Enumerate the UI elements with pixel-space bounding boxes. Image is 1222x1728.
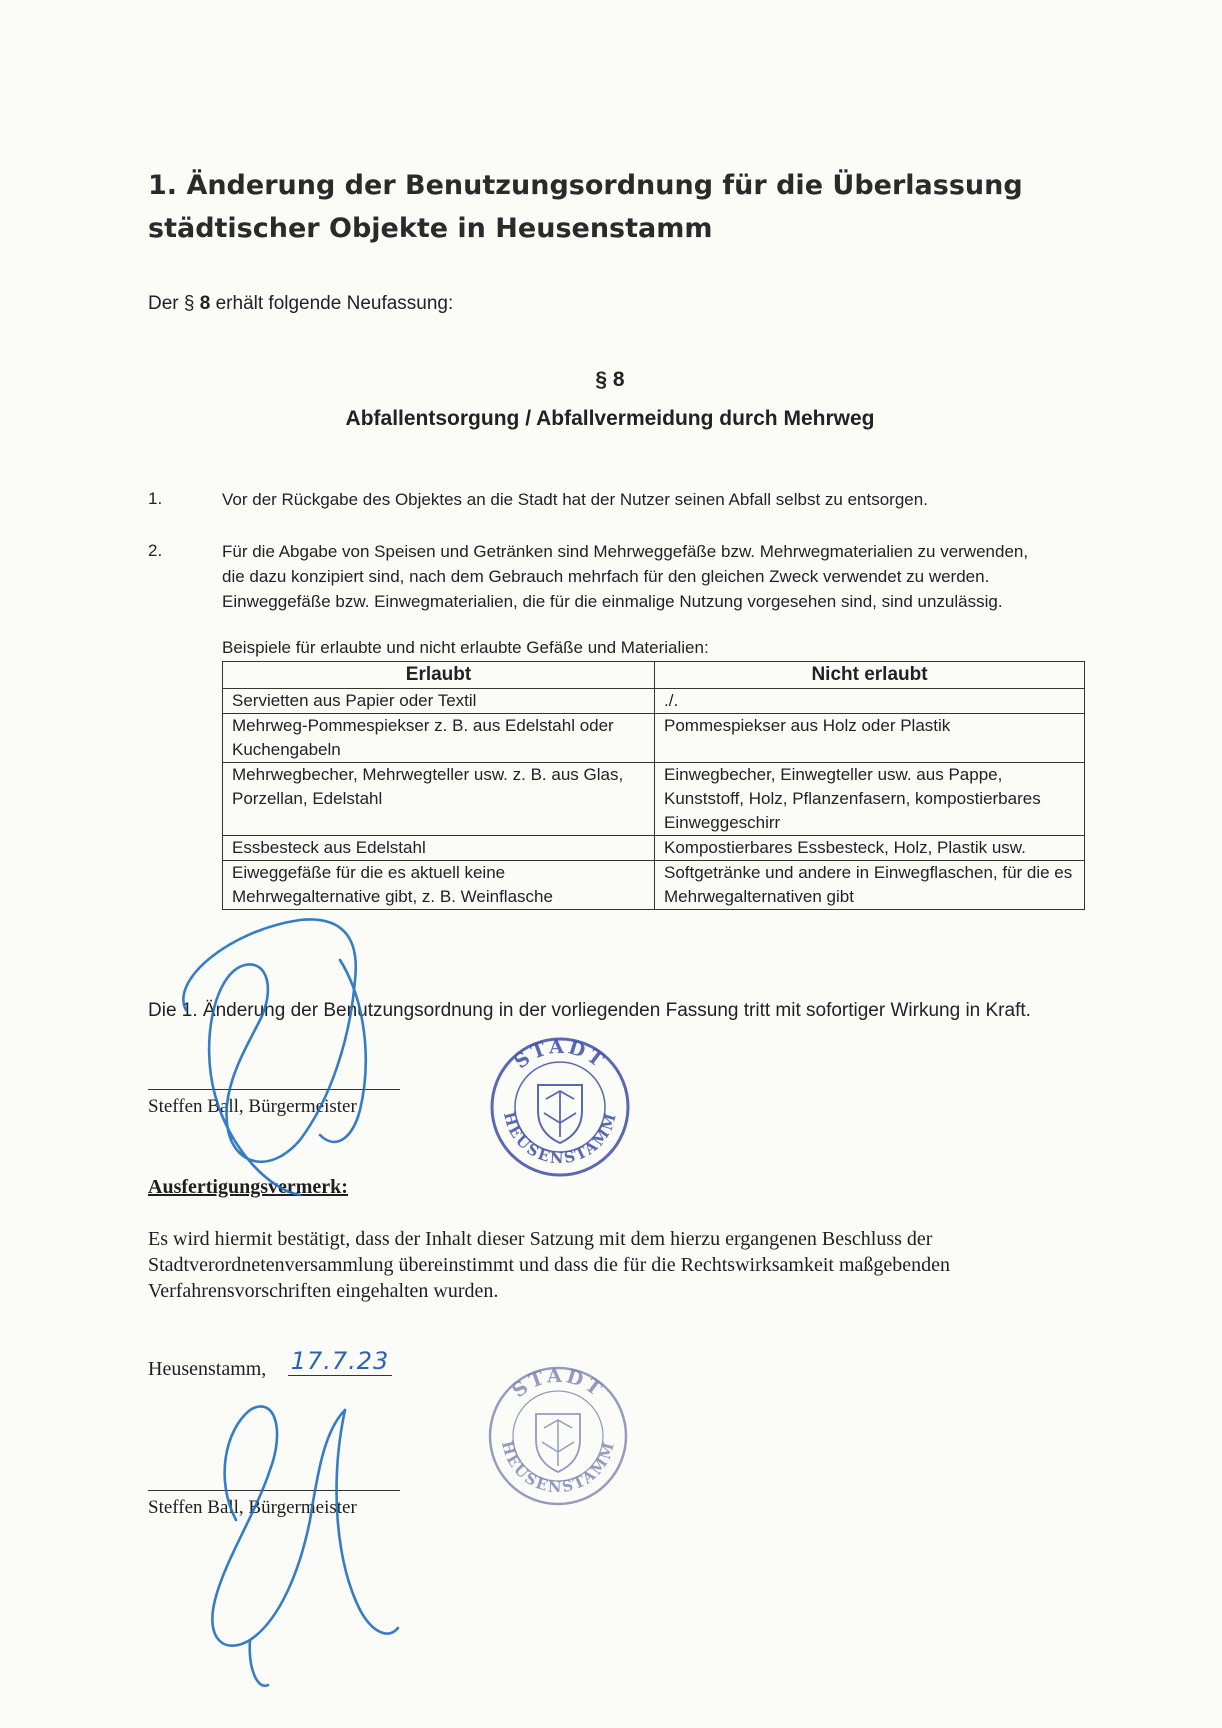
attestation-line-3: Verfahrensvorschriften eingehalten wurden. bbox=[148, 1280, 499, 1302]
paragraph-symbol: § 8 bbox=[595, 368, 625, 391]
city-seal-1 bbox=[486, 1033, 634, 1181]
signature-2-hook bbox=[337, 1410, 398, 1634]
table-row bbox=[223, 689, 1085, 714]
item-2-number: 2. bbox=[148, 541, 163, 560]
cell-not-allowed: Kompostierbares Essbesteck, Holz, Plastik usw. bbox=[655, 836, 1085, 861]
signature-2-stroke bbox=[212, 1406, 345, 1645]
item-2-line-1: Für die Abgabe von Speisen und Getränken sind Mehrweggefäße bzw. Mehrwegmaterialien zu verwenden, bbox=[222, 542, 1029, 561]
table-caption: Beispiele für erlaubte und nicht erlaubte Gefäße und Materialien: bbox=[222, 638, 709, 657]
item-1-text bbox=[222, 487, 1102, 512]
place-label: Heusenstamm, bbox=[148, 1358, 267, 1380]
table-row bbox=[223, 763, 1085, 836]
signature-line-2 bbox=[148, 1490, 400, 1491]
table-row bbox=[223, 714, 1085, 763]
table-row bbox=[223, 861, 1085, 910]
item-2-line-2: die dazu konzipiert sind, nach dem Gebrauch mehrfach für den gleichen Zweck verwendet zu werden. bbox=[222, 567, 990, 586]
intro-number: 8 bbox=[199, 293, 211, 314]
signature-1-stroke bbox=[183, 919, 355, 1195]
svg-text:STADT bbox=[510, 1036, 610, 1073]
signature-2-tail bbox=[250, 1640, 268, 1686]
title-line-1: 1. Änderung der Benutzungsordnung für die Überlassung bbox=[148, 170, 1023, 201]
attestation-line-1: Es wird hiermit bestätigt, dass der Inhalt dieser Satzung mit dem hierzu ergangenen Beschluss der bbox=[148, 1228, 933, 1250]
item-1-number: 1. bbox=[148, 489, 163, 508]
cell-allowed: Eiweggefäße für die es aktuell keine Mehrwegalternative gibt, z. B. Weinflasche bbox=[223, 861, 655, 910]
header-not-allowed: Nicht erlaubt bbox=[655, 662, 1085, 689]
intro-suffix: erhält folgende Neufassung: bbox=[215, 293, 454, 314]
document-title bbox=[148, 164, 1048, 250]
item-2-text bbox=[222, 539, 1102, 614]
cell-not-allowed: Einwegbecher, Einwegteller usw. aus Pappe, Kunststoff, Holz, Pflanzenfasern, kompostierbares Einweggeschirr bbox=[655, 763, 1085, 836]
seal-2-top-text: STADT bbox=[508, 1364, 608, 1403]
handwritten-date: 17.7.23 bbox=[288, 1347, 392, 1376]
cell-not-allowed: Softgetränke und andere in Einwegflaschen, für die es Mehrwegalternativen gibt bbox=[655, 861, 1085, 910]
title-line-2: städtischer Objekte in Heusenstamm bbox=[148, 213, 713, 244]
city-seal-2 bbox=[484, 1362, 632, 1510]
attestation-line-2: Stadtverordnetenversammlung übereinstimmt und dass die für die Rechtswirksamkeit maßgebenden bbox=[148, 1254, 951, 1276]
signature-name-2: Steffen Ball, Bürgermeister bbox=[148, 1497, 357, 1518]
cell-allowed: Essbesteck aus Edelstahl bbox=[223, 836, 655, 861]
item-2-line-3: Einweggefäße bzw. Einwegmaterialien, die für die einmalige Nutzung vorgesehen sind, sind unzulässig. bbox=[222, 592, 1003, 611]
cell-allowed: Servietten aus Papier oder Textil bbox=[223, 689, 655, 714]
header-allowed: Erlaubt bbox=[223, 662, 655, 689]
cell-allowed: Mehrwegbecher, Mehrwegteller usw. z. B. aus Glas, Porzellan, Edelstahl bbox=[223, 763, 655, 836]
seal-1-top-text: STADT bbox=[510, 1035, 610, 1074]
seal-1-bottom-text: HEUSENSTAMM bbox=[499, 1109, 621, 1168]
table-row bbox=[223, 836, 1085, 861]
cell-not-allowed: Pommespiekser aus Holz oder Plastik bbox=[655, 714, 1085, 763]
effective-statement: Die 1. Änderung der Benutzungsordnung in der vorliegenden Fassung tritt mit sofortiger Wirkung in Kraft. bbox=[148, 1000, 1031, 1021]
item-1-line: Vor der Rückgabe des Objektes an die Stadt hat der Nutzer seinen Abfall selbst zu entsorgen. bbox=[222, 490, 928, 509]
cell-not-allowed: ./. bbox=[655, 689, 1085, 714]
attestation-heading: Ausfertigungsvermerk: bbox=[148, 1176, 348, 1198]
attestation-text bbox=[148, 1226, 1088, 1304]
signature-line-1 bbox=[148, 1089, 400, 1090]
svg-text:STADT bbox=[508, 1365, 608, 1402]
allowed-materials-table bbox=[222, 661, 1085, 910]
intro-prefix: Der § bbox=[148, 293, 195, 314]
intro-line bbox=[148, 293, 453, 315]
signature-name-1: Steffen Ball, Bürgermeister bbox=[148, 1096, 357, 1117]
table-header-row bbox=[223, 662, 1085, 689]
seal-2-bottom-text: HEUSENSTAMM bbox=[497, 1438, 619, 1497]
cell-allowed: Mehrweg-Pommespiekser z. B. aus Edelstahl oder Kuchengabeln bbox=[223, 714, 655, 763]
paragraph-title: Abfallentsorgung / Abfallvermeidung durch Mehrweg bbox=[345, 407, 875, 430]
